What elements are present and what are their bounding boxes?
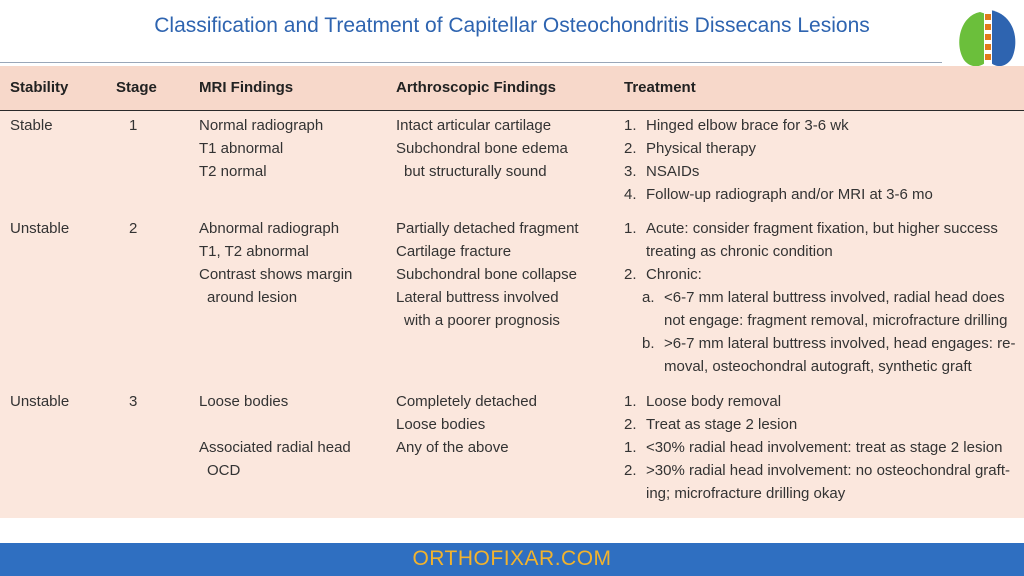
table-header <box>0 66 1024 111</box>
treatment-cell <box>624 217 1015 378</box>
list-item: 3. NSAIDs <box>624 163 700 180</box>
mri-cell: Normal radiograph T1 abnormal T2 normal <box>199 117 324 180</box>
list-item: 1. Loose body removal <box>624 393 782 410</box>
footer-bar <box>0 543 1024 576</box>
stability-cell: Unstable <box>10 393 70 410</box>
list-item: 1. Hinged elbow brace for 3-6 wk <box>624 117 849 134</box>
header-stage: Stage <box>116 79 157 96</box>
list-item: a. <6-7 mm lateral buttress involved, radial head does not engage: fragment removal, microfracture drilling <box>642 289 1008 329</box>
list-item: 2. Physical therapy <box>624 140 757 157</box>
title-divider <box>0 62 942 63</box>
list-item: 2. >30% radial head involvement: no osteochondral graft- ing; microfracture drilling okay <box>624 462 1010 502</box>
list-item: 1. Acute: consider fragment fixation, but higher success treating as chronic condition <box>624 220 998 260</box>
footer-brand: ORTHOFIXAR.COM <box>412 547 612 570</box>
stability-cell: Stable <box>10 117 53 134</box>
list-item: 2. Treat as stage 2 lesion <box>624 416 798 433</box>
header-stability: Stability <box>10 79 69 96</box>
treatment-cell <box>624 390 1010 505</box>
mri-cell: Abnormal radiograph T1, T2 abnormal Contrast shows margin around lesion <box>199 220 353 306</box>
arthroscopic-cell: Completely detached Loose bodies Any of the above <box>396 393 537 456</box>
header-arthroscopic: Arthroscopic Findings <box>396 79 557 96</box>
stage-cell: 1 <box>129 117 138 134</box>
list-item: b. >6-7 mm lateral buttress involved, head engages: re- moval, osteochondral autograft, synthetic graft <box>642 335 1016 375</box>
stability-cell: Unstable <box>10 220 70 237</box>
list-item: 2. Chronic: <box>624 266 702 283</box>
page-title: Classification and Treatment of Capitellar Osteochondritis Dissecans Lesions <box>154 14 870 37</box>
stage-cell: 3 <box>129 393 138 410</box>
list-item: 1. <30% radial head involvement: treat as stage 2 lesion <box>624 439 1003 456</box>
treatment-cell <box>624 114 933 206</box>
header-mri: MRI Findings <box>199 79 294 96</box>
arthroscopic-cell: Intact articular cartilage Subchondral bone edema but structurally sound <box>396 117 568 180</box>
list-item: 4. Follow-up radiograph and/or MRI at 3-6 mo <box>624 186 933 203</box>
mri-cell: Loose bodies Associated radial head OCD <box>199 393 351 479</box>
arthroscopic-cell: Partially detached fragment Cartilage fracture Subchondral bone collapse Lateral buttress involved with a poorer prognosis <box>396 220 579 329</box>
stage-cell: 2 <box>129 220 138 237</box>
classification-table <box>0 66 1024 518</box>
header-treatment: Treatment <box>624 79 696 96</box>
